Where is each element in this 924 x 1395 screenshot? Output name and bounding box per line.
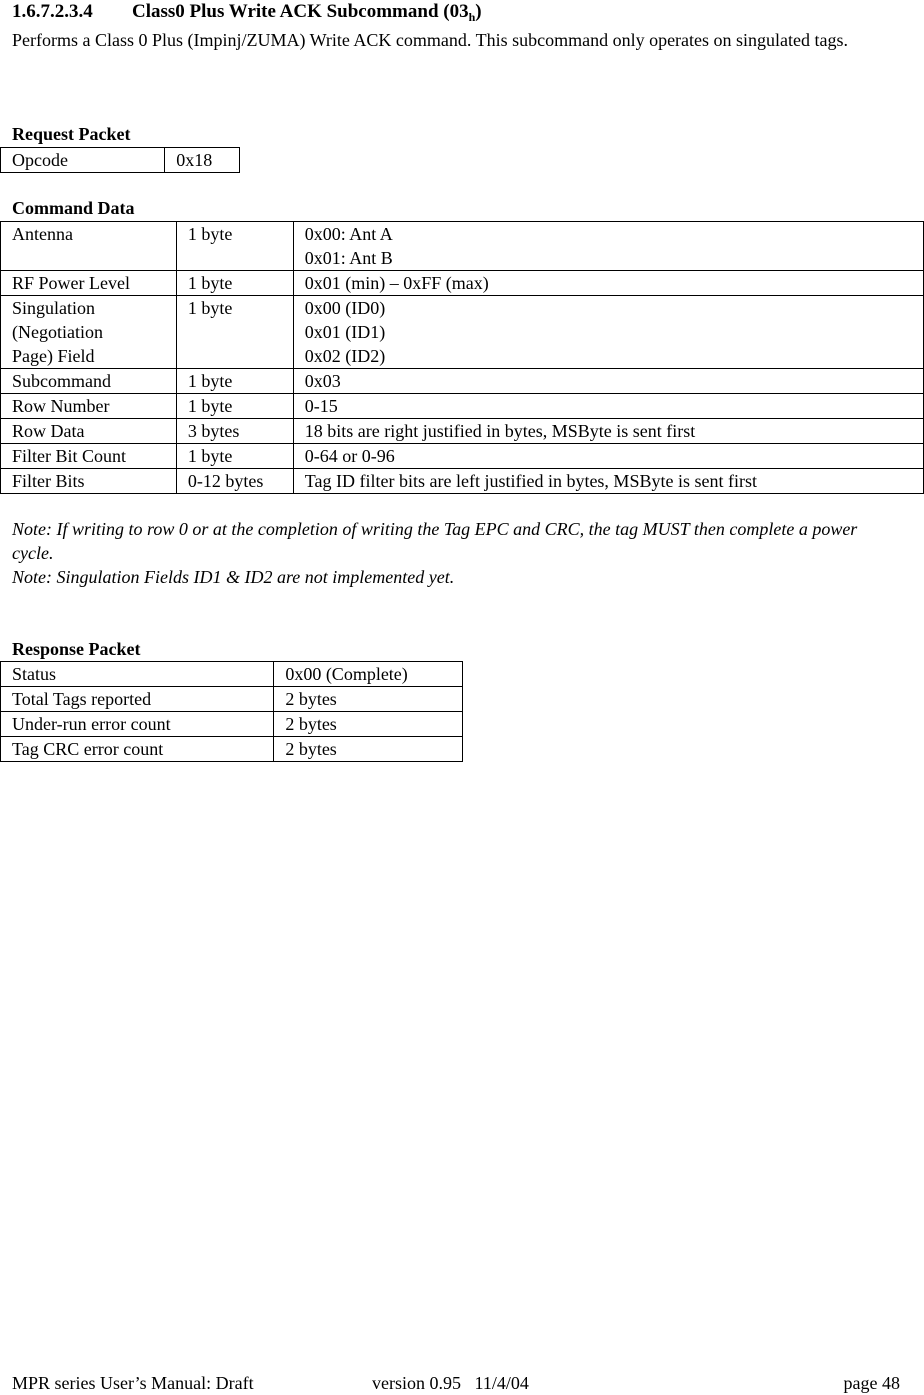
- field-description-line: 0x01 (min) – 0xFF (max): [304, 273, 489, 293]
- note-singulation: Note: Singulation Fields ID1 & ID2 are not implemented yet.: [12, 567, 455, 587]
- table-row: [1, 419, 924, 444]
- footer-manual-title: MPR series User’s Manual: Draft: [12, 1373, 254, 1393]
- note-power-cycle: Note: If writing to row 0 or at the completion of writing the Tag EPC and CRC, the tag MUST then complete a power cycle.: [12, 519, 858, 563]
- field-name-line: Antenna: [12, 224, 73, 244]
- field-description-line: 18 bits are right justified in bytes, MSByte is sent first: [304, 421, 696, 441]
- field-description-line: 0-15: [304, 396, 338, 416]
- field-description-line: Tag ID filter bits are left justified in bytes, MSByte is sent first: [304, 471, 757, 491]
- field-description-cell: [293, 419, 923, 444]
- field-description-cell: [293, 271, 923, 296]
- field-description-cell: [293, 296, 923, 369]
- request-packet-table: [0, 147, 240, 173]
- field-value-cell: 2 bytes: [274, 687, 463, 712]
- response-packet-label: Response Packet: [12, 639, 141, 659]
- field-name-cell: [1, 296, 177, 369]
- response-packet-table: [0, 661, 463, 762]
- field-name-line: Filter Bits: [12, 471, 85, 491]
- field-description-line: 0x03: [304, 371, 341, 391]
- field-value-cell: 2 bytes: [274, 737, 463, 762]
- footer-page-number: page 48: [843, 1373, 900, 1393]
- field-description-cell: [293, 469, 923, 494]
- field-name-cell: [1, 444, 177, 469]
- field-name-line: Subcommand: [12, 371, 111, 391]
- table-row: [1, 271, 924, 296]
- field-name-cell: Tag CRC error count: [1, 737, 274, 762]
- command-data-label: Command Data: [12, 198, 135, 218]
- request-packet-label: Request Packet: [12, 124, 131, 144]
- field-size-cell: 1 byte: [176, 271, 293, 296]
- field-description-cell: [293, 369, 923, 394]
- field-size-cell: 1 byte: [176, 296, 293, 369]
- field-name-line: (Negotiation: [12, 322, 103, 342]
- field-name-cell: Under-run error count: [1, 712, 274, 737]
- section-number: 1.6.7.2.3.4: [12, 1, 93, 22]
- field-name-cell: [1, 469, 177, 494]
- table-row: [1, 444, 924, 469]
- field-value-cell: 2 bytes: [274, 712, 463, 737]
- table-row: [1, 222, 924, 271]
- field-name-line: Singulation: [12, 298, 96, 318]
- field-size-cell: 1 byte: [176, 369, 293, 394]
- section-title: Class0 Plus Write ACK Subcommand $(03_h)$: [132, 1, 482, 24]
- field-name-cell: Opcode: [1, 148, 165, 173]
- field-description-cell: [293, 222, 923, 271]
- field-name-cell: [1, 271, 177, 296]
- field-size-cell: 0-12 bytes: [176, 469, 293, 494]
- field-value-cell: 0x00 (Complete): [274, 662, 463, 687]
- field-description-line: 0x00 (ID0): [304, 298, 386, 318]
- table-row: [1, 148, 240, 173]
- table-row: [1, 296, 924, 369]
- field-size-cell: 1 byte: [176, 394, 293, 419]
- table-row: [1, 737, 463, 762]
- field-name-cell: Status: [1, 662, 274, 687]
- command-data-table: [0, 221, 924, 494]
- field-description-line: 0x00: Ant A: [304, 224, 393, 244]
- field-name-line: Row Data: [12, 421, 85, 441]
- field-name-line: Page) Field: [12, 346, 95, 366]
- field-value-cell: 0x18: [165, 148, 240, 173]
- field-name-line: Row Number: [12, 396, 110, 416]
- field-name-cell: [1, 222, 177, 271]
- field-description-line: 0x01 (ID1): [304, 322, 386, 342]
- footer-version: version 0.95 11/4/04: [372, 1373, 529, 1393]
- field-name-cell: Total Tags reported: [1, 687, 274, 712]
- field-description-line: 0-64 or 0-96: [304, 446, 395, 466]
- field-name-cell: [1, 394, 177, 419]
- field-description-cell: [293, 394, 923, 419]
- table-row: [1, 687, 463, 712]
- table-row: [1, 369, 924, 394]
- table-row: [1, 469, 924, 494]
- table-row: [1, 712, 463, 737]
- field-size-cell: 1 byte: [176, 222, 293, 271]
- field-name-cell: [1, 369, 177, 394]
- field-size-cell: 3 bytes: [176, 419, 293, 444]
- table-row: [1, 394, 924, 419]
- description: Performs a Class 0 Plus (Impinj/ZUMA) Write ACK command. This subcommand only operates on singulated tags.: [12, 30, 849, 50]
- field-name-cell: [1, 419, 177, 444]
- field-name-line: Filter Bit Count: [12, 446, 127, 466]
- section-heading: [12, 0, 482, 24]
- field-size-cell: 1 byte: [176, 444, 293, 469]
- field-description-line: 0x02 (ID2): [304, 346, 386, 366]
- page-footer: [12, 1371, 912, 1395]
- field-description-line: 0x01: Ant B: [304, 248, 393, 268]
- table-row: [1, 662, 463, 687]
- field-name-line: RF Power Level: [12, 273, 130, 293]
- field-description-cell: [293, 444, 923, 469]
